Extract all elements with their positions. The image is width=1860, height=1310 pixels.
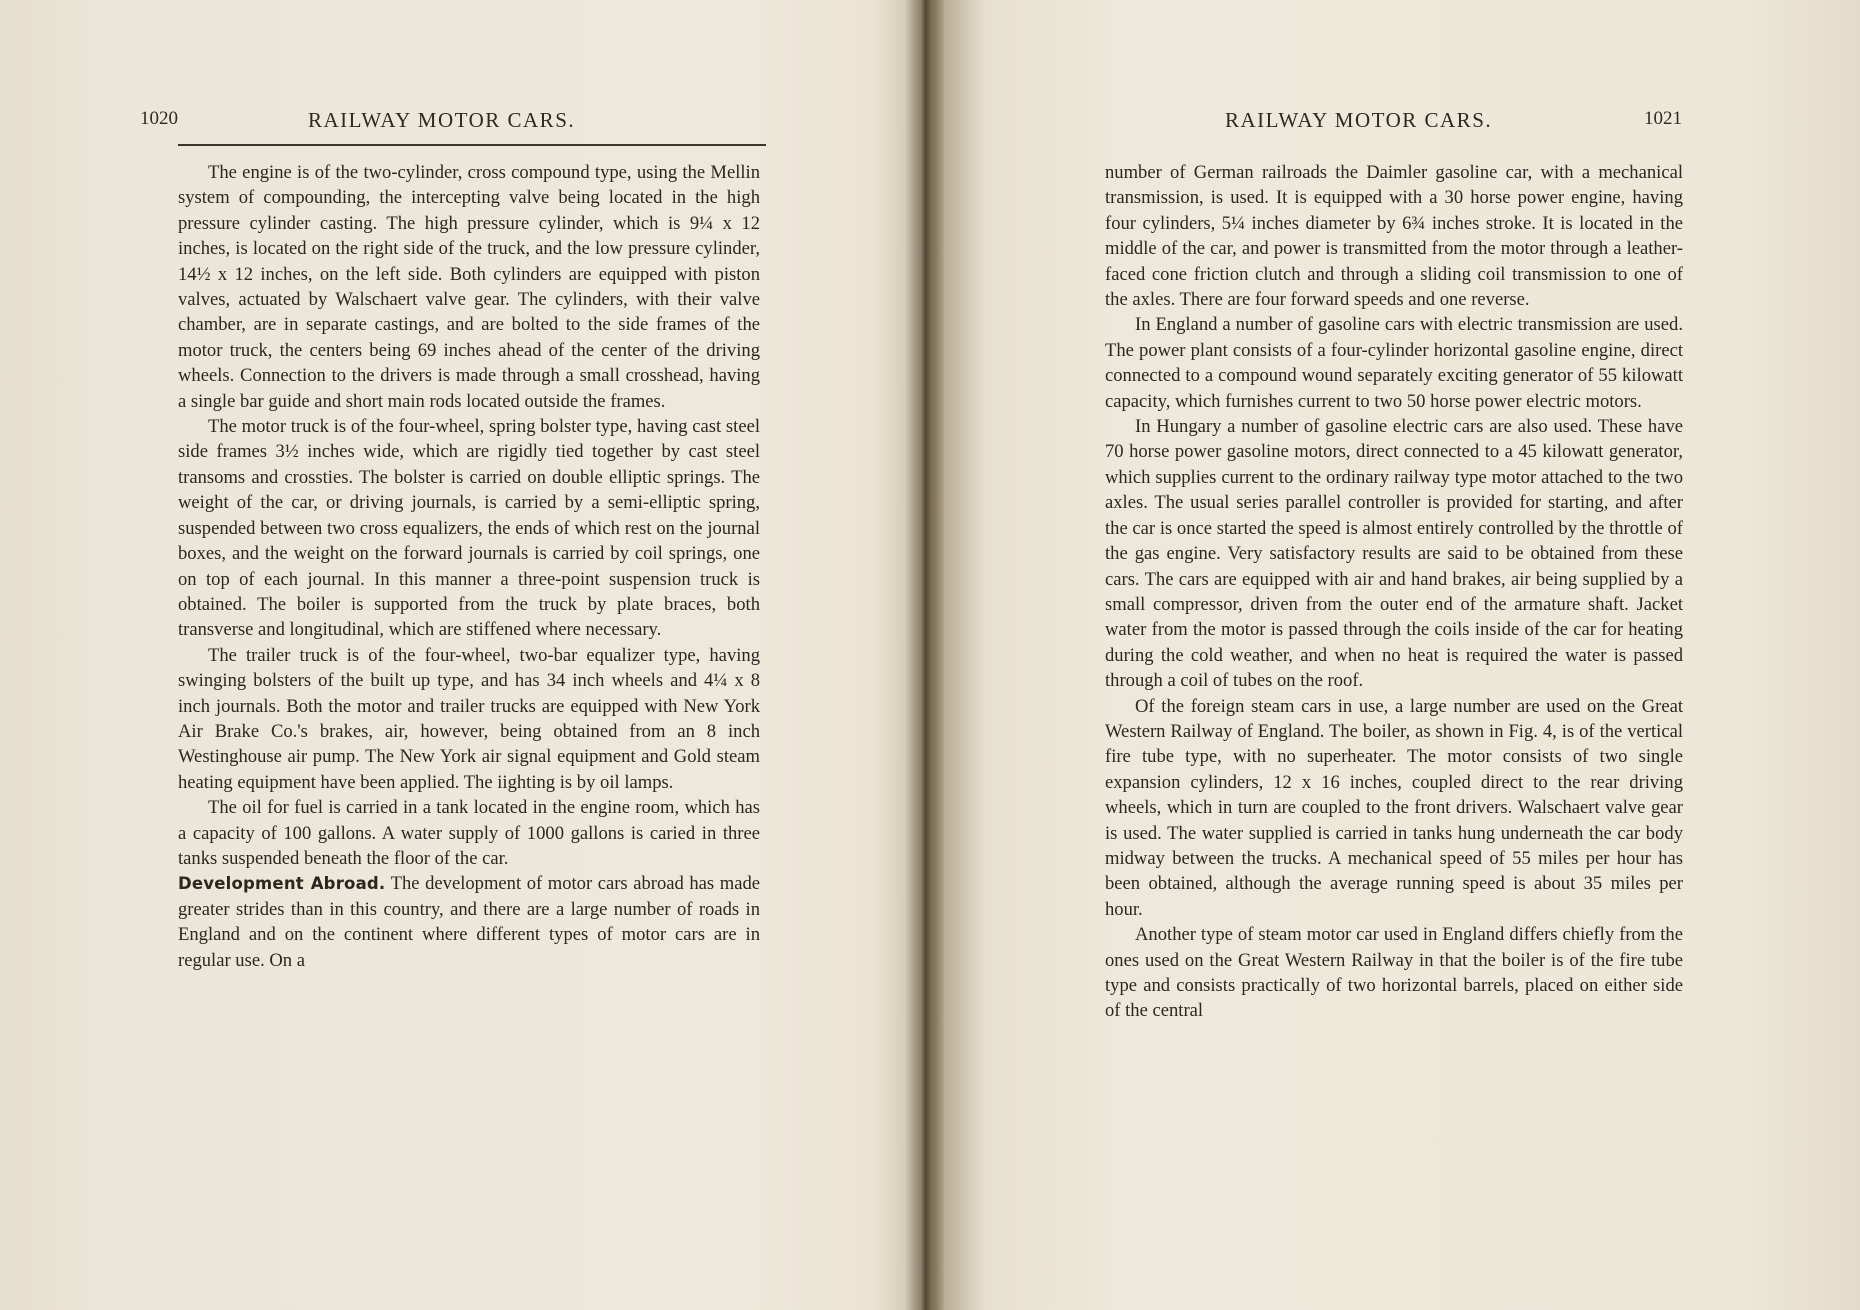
left-page-body (178, 160, 760, 973)
right-paragraph-2 (1105, 312, 1683, 414)
right-page (945, 0, 1860, 1310)
right-page-body (1105, 160, 1683, 1024)
right-paragraph-5 (1105, 922, 1683, 1024)
paragraph-text: Of the foreign steam cars in use, a large number are used on the Great Western Railway of England. The boiler, as shown in Fig. 4, is of the vertical fire tube type, with no superheater. The motor consists of two single expansion cylinders, 12 x 16 inches, coupled direct to the rear driving wheels, which in turn are coupled to the front drivers. Walschaert valve gear is used. The water supplied is carried in tanks hung underneath the car body midway between the trucks. A mechanical speed of 55 miles per hour has been obtained, although the average running speed is about 35 miles per hour. (1105, 695, 1683, 920)
paragraph-text: The oil for fuel is carried in a tank located in the engine room, which has a capacity of 100 gallons. A water supply of 1000 gallons is caried in three tanks suspended beneath the floor of the car. (178, 797, 760, 869)
paragraph-text: The motor truck is of the four-wheel, spring bolster type, having cast steel side frames 3½ inches wide, which are rigidly tied together by cast steel transoms and crossties. The bolster is carried on double elliptic springs. The weight of the car, or driving journals, is carried by a semi-elliptic spring, suspended between two cross equalizers, the ends of which rest on the journal boxes, and the weight on the forward journals is carried by coil springs, one on top of each journal. In this manner a three-point suspension truck is obtained. The boiler is supported from the truck by plate braces, both transverse and longitudinal, which are stiffened where necessary. (178, 416, 760, 641)
paragraph-text: The trailer truck is of the four-wheel, two-bar equalizer type, having swinging bolsters of the built up type, and has 34 inch wheels and 4¼ x 8 inch journals. Both the motor and trailer trucks are equipped with New York Air Brake Co.'s brakes, air, however, being obtained from an 8 inch Westinghouse air pump. The New York air signal equipment and Gold steam heating equipment have been applied. The iighting is by oil lamps. (178, 644, 760, 793)
right-paragraph-1 (1105, 160, 1683, 312)
left-page-number: 1020 (140, 108, 178, 129)
paragraph-text: The engine is of the two-cylinder, cross compound type, using the Mellin system of compounding, the intercepting valve being located in the high pressure cylinder casting. The high pressure cylinder, which is 9¼ x 12 inches, is located on the right side of the truck, and the low pressure cylinder, 14½ x 12 inches, on the left side. Both cylinders are equipped with piston valves, actuated by Walschaert valve gear. The cylinders, with their valve chamber, are in separate castings, and are bolted to the side frames of the motor truck, the centers being 69 inches ahead of the center of the driving wheels. Connection to the drivers is made through a small crosshead, having a single bar guide and short main rods located outside the frames. (178, 162, 760, 412)
left-paragraph-1 (178, 160, 760, 414)
paragraph-text: In Hungary a number of gasoline electric cars are also used. These have 70 horse power gasoline motors, direct connected to a 45 kilowatt generator, which supplies current to the ordinary railway type motor attached to the two axles. The usual series parallel controller is provided for starting, and after the car is once started the speed is almost entirely controlled by the throttle of the gas engine. Very satisfactory results are said to be obtained from these cars. The cars are equipped with air and hand brakes, air being supplied by a small compressor, driven from the outer end of the armature shaft. Jacket water from the motor is passed through the coils inside of the car for heating during the cold weather, and when no heat is required the water is passed through a coil of tubes on the roof. (1105, 416, 1683, 692)
right-paragraph-4 (1105, 694, 1683, 923)
section-sidehead: Development Abroad. (178, 874, 386, 894)
right-page-header (1100, 108, 1682, 138)
paragraph-text: The development of motor cars abroad has made greater strides than in this country, and there are a large number of roads in England and on the continent where different types of motor cars are in regular use. On a (178, 873, 761, 971)
left-paragraph-5 (178, 871, 760, 973)
left-page-header (140, 108, 762, 138)
left-paragraph-2 (178, 414, 760, 643)
left-page (0, 0, 905, 1310)
left-running-head: RAILWAY MOTOR CARS. (308, 108, 576, 132)
right-page-number: 1021 (1644, 108, 1682, 129)
right-paragraph-3 (1105, 414, 1683, 693)
paragraph-text: In England a number of gasoline cars with electric transmission are used. The power plant consists of a four-cylinder horizontal gasoline engine, direct connected to a compound wound separately exciting generator of 55 kilowatt capacity, which furnishes current to two 50 horse power electric motors. (1105, 314, 1683, 412)
book-gutter (905, 0, 945, 1310)
paragraph-text: Another type of steam motor car used in England differs chiefly from the ones used on the Great Western Railway in that the boiler is of the fire tube type and consists practically of two horizontal barrels, placed on either side of the central (1105, 924, 1683, 1022)
left-paragraph-4 (178, 795, 760, 871)
left-header-rule (178, 144, 766, 146)
left-paragraph-3 (178, 643, 760, 795)
right-running-head: RAILWAY MOTOR CARS. (1225, 108, 1493, 132)
paragraph-text: number of German railroads the Daimler gasoline car, with a mechanical transmission, is used. It is equipped with a 30 horse power engine, having four cylinders, 5¼ inches diameter by 6¾ inches stroke. It is located in the middle of the car, and power is transmitted from the motor through a leather-faced cone friction clutch and through a sliding coil transmission to one of the axles. There are four forward speeds and one reverse. (1105, 162, 1683, 311)
